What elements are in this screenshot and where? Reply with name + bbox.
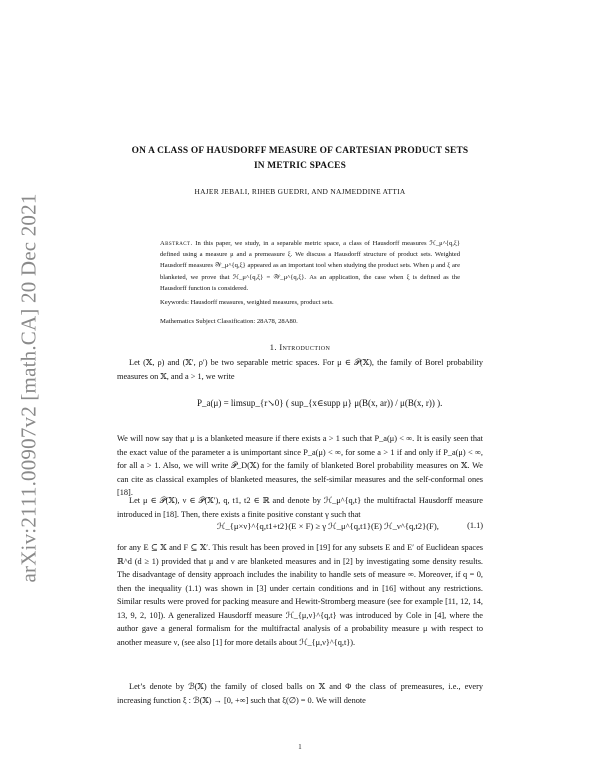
keywords: Keywords: Hausdorff measures, weighted measures, product sets. (160, 299, 334, 306)
equation-pa (177, 388, 477, 426)
abstract-text: In this paper, we study, in a separable metric space, a class of Hausdorff measures ℋ_μ^{q,ξ} defined using a measure μ and a premeasure ξ. We discuss a Hausdorff structure of product sets. Weighted Hausdorff measures 𝒲_μ^{q,ξ} appeared as an important tool when studying the product sets. When μ and ξ are blanketed, we prove that ℋ_μ^{q,ξ} = 𝒲_μ^{q,ξ}. As an application, the case when ξ is defined as the Hausdorff function is considered. (160, 240, 460, 292)
paragraph-1: Let (𝕏, ρ) and (𝕏′, ρ′) be two separable metric spaces. For μ ∈ 𝒫(𝕏), the family of Borel probability measures on 𝕏, and a > 1, we write (117, 358, 483, 381)
arxiv-stamp (14, 178, 44, 598)
title-line-2: IN METRIC SPACES (253, 161, 347, 171)
equation-number: (1.1) (467, 521, 483, 530)
paragraph-3: Let μ ∈ 𝒫(𝕏), ν ∈ 𝒫(𝕏′), q, t1, t2 ∈ ℝ and denote by ℋ_μ^{q,t} the multifractal Hausdorff measure introduced in [18]. Then, there exists a finite positive constant γ such that (117, 496, 483, 519)
equation-1-1 (177, 521, 483, 535)
authors: HAJER JEBALI, RIHEB GUEDRI, AND NAJMEDDINE ATTIA (194, 187, 406, 196)
msc-classification: Mathematics Subject Classification: 28A78, 28A80. (160, 318, 298, 325)
equation-1-1-text: ℋ_{μ×ν}^{q,t1+t2}(E × F) ≥ γ ℋ_μ^{q,t1}(E) ℋ_ν^{q,t2}(F), (217, 521, 439, 531)
title-line-1: ON A CLASS OF HAUSDORFF MEASURE OF CARTESIAN PRODUCT SETS (131, 146, 469, 156)
abstract (160, 238, 460, 294)
paper-title (117, 144, 483, 174)
paragraph-5: Let’s denote by ℬ(𝕏) the family of closed balls on 𝕏 and Φ the class of premeasures, i.e., every increasing function ξ : ℬ(𝕏) → [0, +∞] such that ξ(∅) = 0. We will denote (117, 682, 483, 705)
abstract-label: Abstract. (160, 240, 193, 247)
arxiv-stamp-text: arXiv:2111.00907v2 [math.CA] 20 Dec 2021 (16, 193, 41, 583)
paragraph-4: for any E ⊆ 𝕏 and F ⊆ 𝕏′. This result has been proved in [19] for any subsets E and E′ of Euclidean spaces ℝ^d (d ≥ 1) provided that μ and ν are blanketed measures and in [2] by investigating some density results. The disadvantage of density approach includes the inability to handle sets of measure ∞. Moreover, if q = 0, then the inequality (1.1) was shown in [3] under certain conditions and in [16] without any restrictions. Similar results were proved for packing measure and Hewitt-Stromberg measure (see for example [11, 12, 14, 13, 9, 2, 10]). A generalized Hausdorff measure ℋ_{μ,ν}^{q,t} was introduced by Cole in [4], where the author gave a general formalism for the multifractal analysis of a probability measure μ with respect to another measure ν, (see also [1] for more details about ℋ_{μ,ν}^{q,t}). (117, 543, 483, 647)
paragraph-2: We will now say that μ is a blanketed measure if there exists a > 1 such that P_a(μ) < ∞. It is easily seen that the exact value of the parameter a is unimportant since P_a(μ) < ∞, for some a > 1 if and only if P_a(μ) < ∞, for all a > 1. Also, we will write 𝒫_D(𝕏) for the family of blanketed Borel probability measures on 𝕏. We can cite as classical examples of blanketed measures, the self-similar measures and the self-conformal ones [18]. (117, 434, 483, 497)
equation-pa-text: P_a(μ) = limsup_{r↘0} ( sup_{x∈supp μ} μ(B(x, ar)) / μ(B(x, r)) ). (197, 398, 443, 408)
page-number: 1 (298, 744, 302, 751)
section-heading-introduction: 1. Introduction (269, 343, 331, 352)
